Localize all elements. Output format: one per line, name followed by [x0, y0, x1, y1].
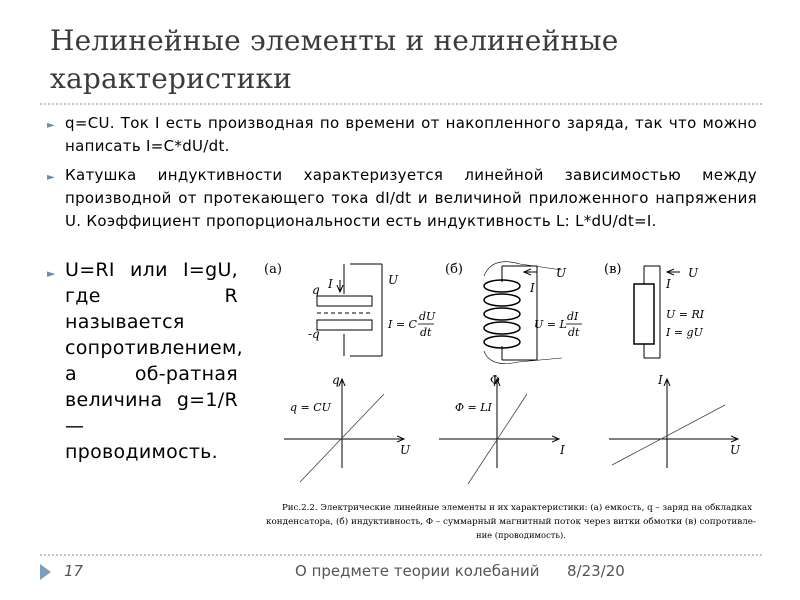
- graph-b-equation: Φ = LI: [455, 401, 492, 414]
- bullet-arrow-icon: ►: [47, 267, 56, 280]
- figure-linear-elements: [262, 256, 767, 549]
- bullet-text: U=RI или I=gU, где R называется сопротивлением, а об-ратная величина g=1/R — проводимость.: [65, 259, 243, 463]
- ind-formula: U = L: [534, 318, 567, 331]
- title-divider: [40, 103, 762, 105]
- page-number: 17: [64, 562, 84, 580]
- cap-formula-num: dU: [419, 310, 436, 323]
- slide-title: Нелинейные элементы и нелинейные характеристики: [50, 24, 619, 95]
- graph-a-y-label: q: [332, 373, 340, 387]
- graph-c-y-label: I: [658, 373, 663, 387]
- res-formula-2: I = gU: [666, 326, 703, 339]
- cap-q-top: q: [312, 283, 320, 297]
- graph-flux-vs-i: [439, 373, 565, 484]
- bullet-text: Катушка индуктивности характеризуется линейной зависимостью между производной от протекающего тока dI/dt и величиной приложенного напряжения U. Коэффициент пропорциональности есть индуктивность L: L*dU/dt=I.: [65, 166, 757, 230]
- graph-a-equation: q = CU: [290, 401, 331, 414]
- cap-voltage: U: [388, 273, 399, 287]
- bullet-item: [45, 257, 243, 465]
- footer-divider: [40, 554, 762, 556]
- graph-a-x-label: U: [400, 443, 411, 457]
- footer-arrow-icon: [39, 563, 53, 581]
- bullet-arrow-icon: ►: [47, 172, 55, 183]
- ind-formula-num: dI: [567, 310, 579, 323]
- bullet-arrow-icon: ►: [47, 120, 55, 131]
- bullet-list: [45, 112, 757, 233]
- ind-voltage: U: [556, 266, 567, 280]
- cap-formula: I = C: [388, 318, 417, 331]
- footer-date: 8/23/20: [567, 562, 625, 580]
- panel-label-b: (б): [445, 262, 463, 277]
- resistor-diagram: [634, 266, 705, 358]
- res-current: I: [666, 277, 671, 291]
- res-formula-1: U = RI: [666, 308, 705, 321]
- panel-label-a: (а): [264, 262, 282, 277]
- bullet-text: q=CU. Ток I есть производная по времени от накопленного заряда, так что можно написать I=C*dU/dt.: [65, 114, 757, 155]
- graph-b-y-label: Φ: [490, 373, 500, 387]
- bullet-list-left: [45, 257, 243, 465]
- graph-c-line: [612, 405, 725, 465]
- cap-current: I: [328, 277, 333, 291]
- panel-label-c: (в): [604, 262, 622, 277]
- graph-q-vs-u: [284, 373, 411, 482]
- ind-formula-den: dt: [568, 326, 580, 339]
- res-voltage: U: [688, 266, 699, 280]
- figure-caption-line-3: ние (проводимость).: [476, 530, 566, 540]
- graph-i-vs-u: [609, 373, 741, 468]
- cap-q-bottom: -q: [308, 327, 320, 341]
- figure-caption-line-2: конденсатора, (б) индуктивность, Φ – суммарный магнитный поток через витки обмотки (в) сопротивле-: [266, 516, 757, 526]
- inductor-diagram: [484, 262, 582, 364]
- graph-b-x-label: I: [560, 443, 565, 457]
- figure-caption-line-1: Рис.2.2. Электрические линейные элементы и их характеристики: (а) емкость, q – заряд на обкладках: [282, 502, 753, 512]
- ind-current: I: [530, 281, 535, 295]
- bullet-item: [45, 112, 757, 158]
- bullet-item: [45, 164, 757, 233]
- cap-formula-den: dt: [420, 326, 432, 339]
- graph-c-x-label: U: [730, 443, 741, 457]
- footer-title: О предмете теории колебаний: [295, 562, 540, 580]
- capacitor-diagram: [308, 264, 436, 356]
